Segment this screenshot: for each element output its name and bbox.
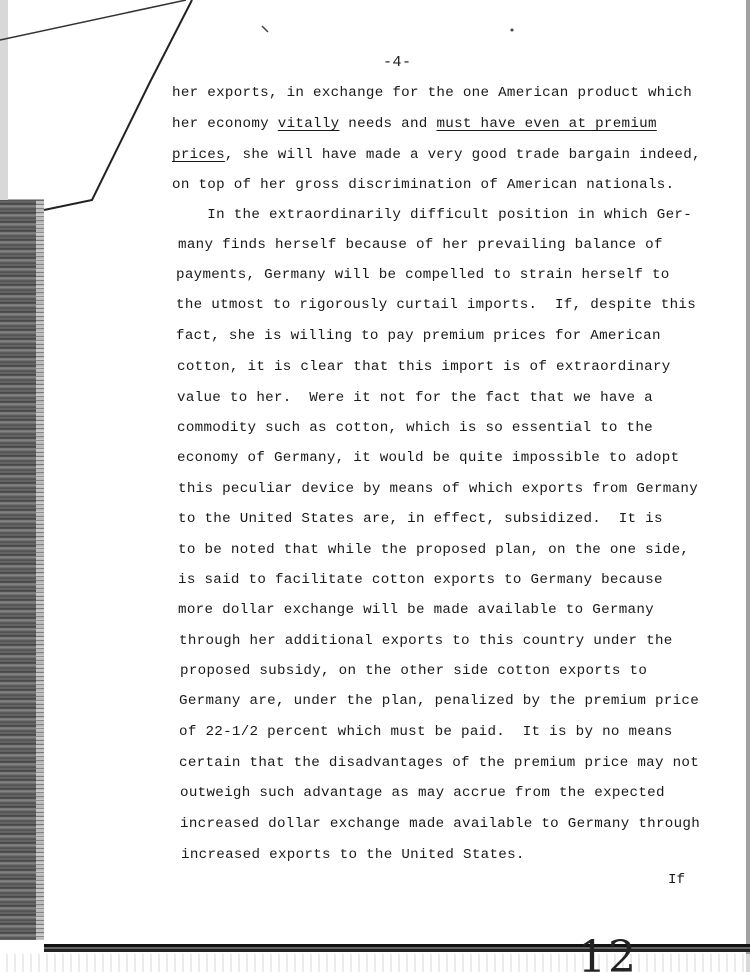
text-segment: many finds herself because of her prevailing balance of: [178, 237, 663, 253]
text-segment: commodity such as cotton, which is so essential to the: [177, 420, 653, 436]
text-segment: needs and: [339, 116, 437, 132]
text-line: [177, 358, 671, 376]
text-segment: on top of her gross discrimination of American nationals.: [172, 177, 675, 193]
text-line: [180, 815, 700, 833]
text-segment: her economy: [172, 116, 278, 132]
text-segment: through her additional exports to this country under the: [179, 633, 673, 649]
text-line: [177, 389, 653, 407]
text-line: [180, 784, 665, 802]
underlined-text: vitally: [277, 116, 340, 132]
text-line: [172, 84, 692, 102]
text-segment: of 22-1/2 percent which must be paid. It is by no means: [179, 724, 673, 740]
text-line: [179, 632, 673, 650]
handwritten-page-mark: 12: [578, 932, 638, 972]
text-segment: cotton, it is clear that this import is of extraordinary: [177, 359, 671, 375]
text-line: [178, 571, 663, 589]
underlined-text: prices: [172, 147, 225, 163]
text-segment: Germany are, under the plan, penalized by the premium price: [179, 693, 700, 709]
text-segment: to the United States are, in effect, subsidized. It is: [178, 511, 663, 527]
text-segment: to be noted that while the proposed plan, on the one side,: [178, 542, 690, 558]
text-segment: proposed subsidy, on the other side cotton exports to: [180, 663, 648, 679]
text-line: [172, 115, 657, 133]
text-line: [180, 662, 647, 680]
text-segment: In the extraordinarily difficult position in which Ger-: [172, 207, 693, 223]
text-line: [178, 236, 663, 254]
text-line: [178, 541, 689, 559]
text-line: [176, 296, 696, 314]
scan-edge-bottom: [44, 944, 750, 952]
text-line: [172, 146, 701, 164]
text-segment: payments, Germany will be compelled to strain herself to: [176, 267, 670, 283]
text-segment: more dollar exchange will be made available to Germany: [178, 602, 654, 618]
text-line: [178, 480, 698, 498]
text-segment: is said to facilitate cotton exports to Germany because: [178, 572, 663, 588]
text-line: [177, 449, 679, 467]
text-line: [179, 754, 699, 772]
page-number: -4-: [383, 54, 412, 71]
catchword: If: [668, 872, 686, 888]
text-line: [179, 692, 699, 710]
text-line: [178, 510, 663, 528]
text-line: [178, 601, 654, 619]
underlined-text: must have even at premium: [436, 116, 657, 132]
text-segment: her exports, in exchange for the one American product which: [172, 85, 693, 101]
text-segment: increased dollar exchange made available to Germany through: [180, 816, 701, 832]
text-segment: outweigh such advantage as may accrue from the expected: [180, 785, 665, 801]
text-segment: increased exports to the United States.: [181, 847, 525, 863]
text-segment: this peculiar device by means of which exports from Germany: [178, 481, 699, 497]
text-line: [179, 723, 673, 741]
text-line: [177, 419, 653, 437]
text-segment: value to her. Were it not for the fact that we have a: [177, 390, 653, 406]
text-line: [172, 206, 692, 224]
text-line: [172, 176, 674, 194]
text-segment: , she will have made a very good trade bargain indeed,: [224, 147, 701, 163]
text-line: [176, 266, 670, 284]
text-segment: certain that the disadvantages of the premium price may not: [179, 755, 700, 771]
text-line: [181, 846, 525, 864]
text-segment: fact, she is willing to pay premium prices for American: [176, 328, 661, 344]
text-line: [176, 327, 661, 345]
text-segment: economy of Germany, it would be quite impossible to adopt: [177, 450, 680, 466]
text-segment: the utmost to rigorously curtail imports. If, despite this: [176, 297, 697, 313]
